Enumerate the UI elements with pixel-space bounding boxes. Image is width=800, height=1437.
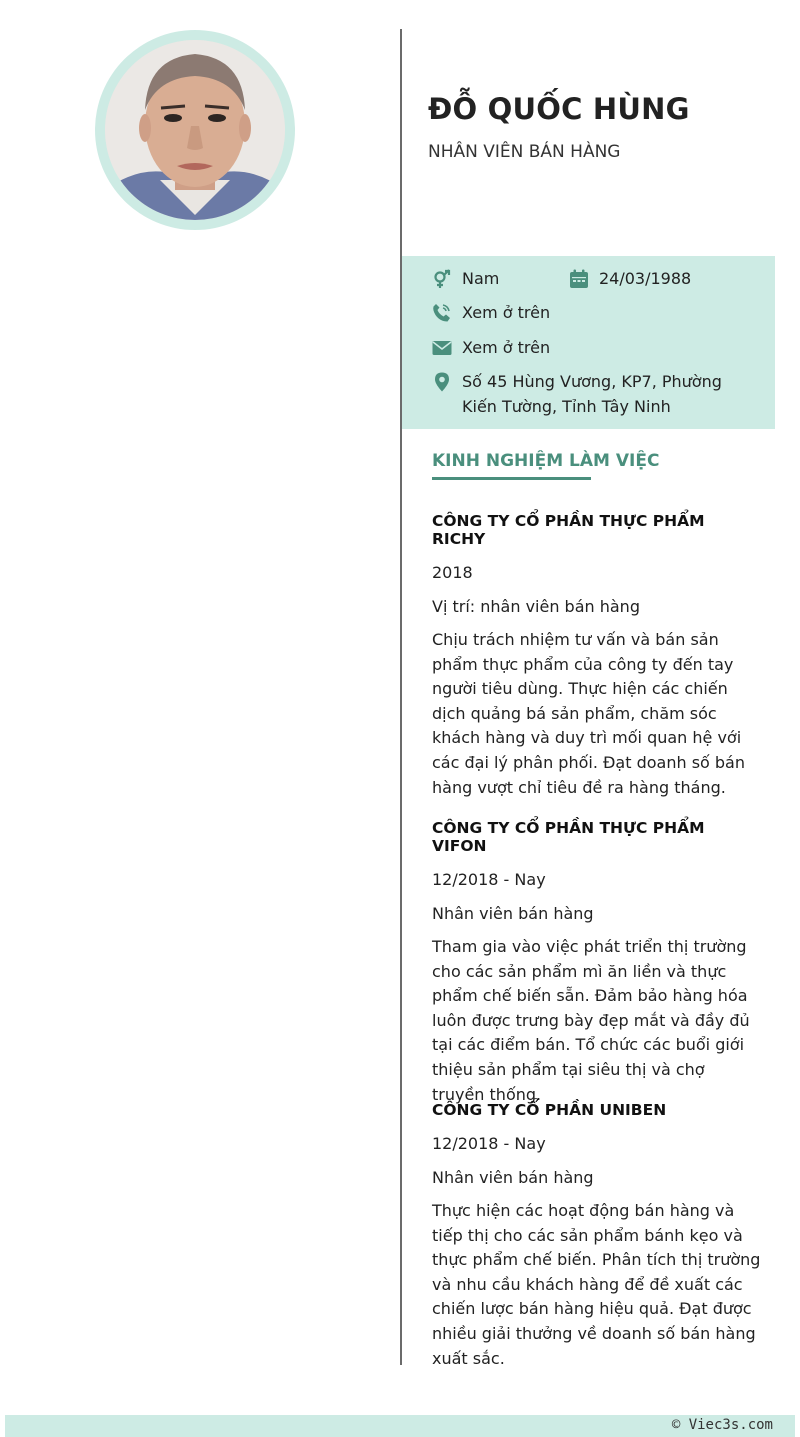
job-description: Thực hiện các hoạt động bán hàng và tiếp thị cho các sản phẩm bánh kẹo và thực phẩm chế biến. Phân tích thị trường và nhu cầu khách hàng để đề xuất các chiến lược bán hàng hiệu quả. Đạt được nhiều giải thưởng về doanh số bán hàng xuất sắc. [432,1201,761,1368]
location-icon [432,372,452,392]
candidate-title: NHÂN VIÊN BÁN HÀNG [428,142,621,162]
job-company: CÔNG TY CỔ PHẦN THỰC PHẨM RICHY [432,512,705,548]
experience-item [432,512,762,800]
job-company: CÔNG TY CỔ PHẦN UNIBEN [432,1101,667,1119]
profile-photo [105,40,285,220]
birthdate-row [569,269,691,291]
gender-value: Nam [462,269,500,288]
job-role: Vị trí: nhân viên bán hàng [432,597,640,616]
phone-value: Xem ở trên [462,303,551,322]
avatar [105,40,285,220]
candidate-name: ĐỖ QUỐC HÙNG [428,92,690,126]
job-period: 12/2018 - Nay [432,1134,546,1153]
gender-icon [432,269,452,289]
experience-item [432,1101,762,1371]
job-company: CÔNG TY CỔ PHẦN THỰC PHẨM VIFON [432,819,705,855]
gender-row [432,269,499,291]
job-role: Nhân viên bán hàng [432,904,594,923]
address-line-1: Số 45 Hùng Vương, KP7, Phường [462,372,722,391]
personal-info-panel [402,256,775,429]
phone-row [432,303,550,325]
experience-heading: KINH NGHIỆM LÀM VIỆC [432,451,660,471]
address-line-2: Kiến Tường, Tỉnh Tây Ninh [462,397,671,416]
experience-item [432,819,762,1107]
job-role: Nhân viên bán hàng [432,1168,594,1187]
email-row [432,338,550,360]
job-period: 2018 [432,563,473,582]
experience-heading-underline [432,477,591,480]
job-period: 12/2018 - Nay [432,870,546,889]
address-row [432,372,722,419]
job-description: Chịu trách nhiệm tư vấn và bán sản phẩm thực phẩm của công ty đến tay người tiêu dùng. Thực hiện các chiến dịch quảng bá sản phẩm, chăm sóc khách hàng và duy trì mối quan hệ với các đại lý phân phối. Đạt doanh số bán hàng vượt chỉ tiêu đề ra hàng tháng. [432,630,745,797]
job-description: Tham gia vào việc phát triển thị trường cho các sản phẩm mì ăn liền và thực phẩm chế biến sẵn. Đảm bảo hàng hóa luôn được trưng bày đẹp mắt và đầy đủ tại các điểm bán. Tổ chức các buổi giới thiệu sản phẩm tại siêu thị và chợ truyền thống. [432,937,750,1104]
avatar-ring [95,30,295,230]
birthdate-value: 24/03/1988 [599,269,692,288]
email-value: Xem ở trên [462,338,551,357]
calendar-icon [569,269,589,289]
phone-icon [432,303,452,323]
address-value [462,369,722,419]
footer-bar [5,1415,795,1437]
footer-copyright: © Viec3s.com [671,1417,773,1433]
column-divider [400,29,402,1365]
email-icon [432,338,452,358]
